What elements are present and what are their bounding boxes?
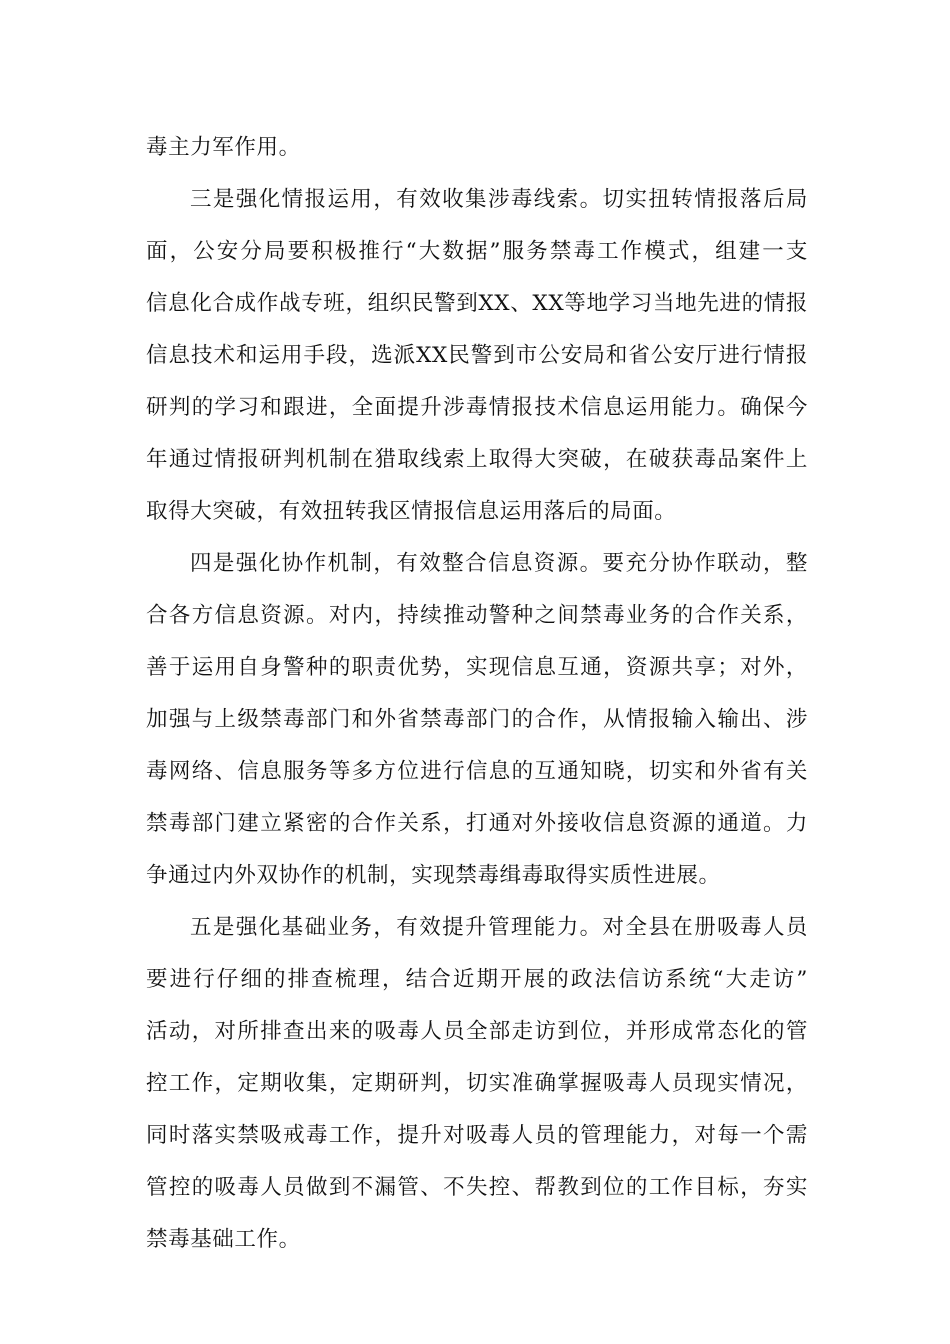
text-line: 管控的吸毒人员做到不漏管、不失控、帮教到位的工作目标，夯实	[146, 1175, 808, 1200]
text-line: 禁毒基础工作。	[146, 1227, 301, 1252]
text-line: 研判的学习和跟进，全面提升涉毒情报技术信息运用能力。确保今	[146, 395, 808, 420]
text-line: 取得大突破，有效扭转我区情报信息运用落后的局面。	[146, 499, 677, 524]
paragraph-line: 四是强化协作机制，有效整合信息资源。要充分协作联动，整	[190, 551, 808, 576]
text-line: 信息技术和运用手段，选派XX民警到市公安局和省公安厅进行情报	[146, 343, 808, 368]
text-line: 活动，对所排查出来的吸毒人员全部走访到位，并形成常态化的管	[146, 1019, 808, 1044]
paragraph-line: 五是强化基础业务，有效提升管理能力。对全县在册吸毒人员	[190, 915, 808, 940]
text-line: 加强与上级禁毒部门和外省禁毒部门的合作，从情报输入输出、涉	[146, 707, 808, 732]
text-line: 争通过内外双协作的机制，实现禁毒缉毒取得实质性进展。	[146, 863, 721, 888]
text-line: 禁毒部门建立紧密的合作关系，打通对外接收信息资源的通道。力	[146, 811, 808, 836]
text-line: 信息化合成作战专班，组织民警到XX、XX等地学习当地先进的情报	[146, 291, 808, 316]
text-line: 控工作，定期收集，定期研判，切实准确掌握吸毒人员现实情况，	[146, 1071, 808, 1096]
paragraph-line: 三是强化情报运用，有效收集涉毒线索。切实扭转情报落后局	[190, 187, 808, 212]
text-line: 要进行仔细的排查梳理，结合近期开展的政法信访系统“大走访”	[146, 967, 808, 992]
text-line: 同时落实禁吸戒毒工作，提升对吸毒人员的管理能力，对每一个需	[146, 1123, 808, 1148]
text-line: 年通过情报研判机制在猎取线索上取得大突破，在破获毒品案件上	[146, 447, 808, 472]
text-line: 毒主力军作用。	[146, 135, 301, 160]
text-line: 毒网络、信息服务等多方位进行信息的互通知晓，切实和外省有关	[146, 759, 808, 784]
text-line: 善于运用自身警种的职责优势，实现信息互通，资源共享；对外，	[146, 655, 808, 680]
text-line: 面，公安分局要积极推行“大数据”服务禁毒工作模式，组建一支	[146, 239, 808, 264]
text-line: 合各方信息资源。对内，持续推动警种之间禁毒业务的合作关系，	[146, 603, 808, 628]
